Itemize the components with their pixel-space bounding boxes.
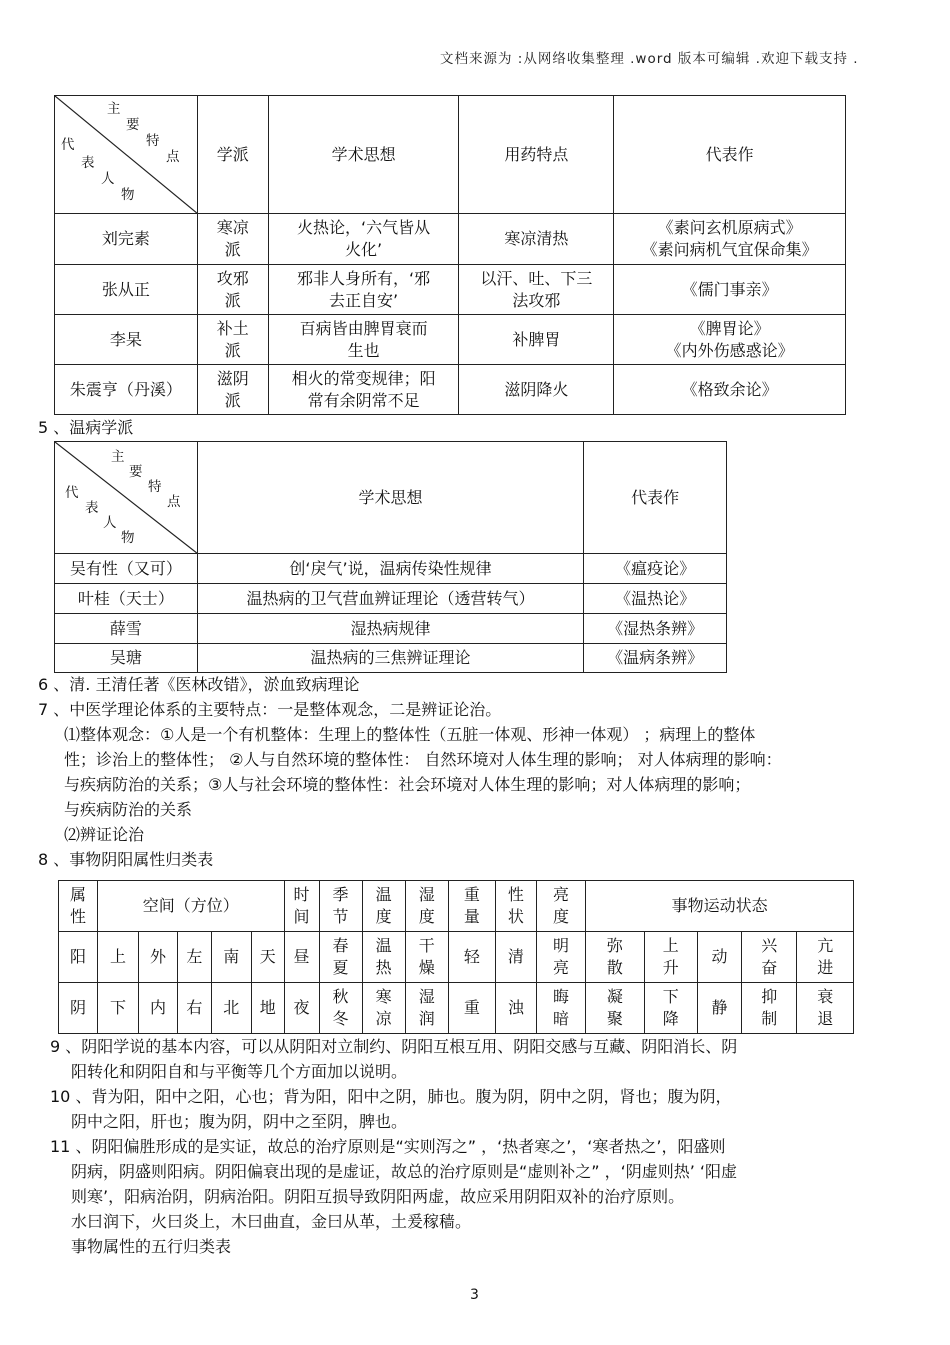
yin-cell: 衰 退 — [797, 983, 854, 1034]
table-header-row — [59, 881, 854, 932]
yin-cell: 抑 制 — [742, 983, 797, 1034]
table-row — [55, 614, 727, 644]
idea-cell: 湿热病规律 — [197, 614, 583, 644]
section-7-text: ⑵辨证论治 — [64, 825, 145, 844]
yang-cell: 上 — [97, 932, 138, 983]
col-header: 空间（方位） — [97, 881, 284, 932]
section-7-text: ⑴整体观念：①人是一个有机整体：生理上的整体性（五脏一体观、形神一体观） ；病理上的整体 — [64, 725, 756, 744]
section-10: 阴中之阳，肝也；腹为阴，阴中之至阴，脾也。 — [71, 1112, 408, 1131]
drug-cell: 寒凉清热 — [459, 214, 614, 265]
yang-cell: 亢 进 — [797, 932, 854, 983]
table-row — [55, 315, 846, 365]
yang-cell: 春 夏 — [319, 932, 362, 983]
col-header: 代表作 — [614, 96, 846, 214]
yang-cell: 轻 — [448, 932, 495, 983]
section-7-text: 与疾病防治的关系 — [64, 800, 193, 819]
yang-cell: 兴 奋 — [742, 932, 797, 983]
diag-label: 点 — [166, 149, 180, 165]
yang-cell: 清 — [495, 932, 536, 983]
page-number: 3 — [470, 1287, 479, 1303]
diag-label: 物 — [121, 187, 135, 203]
works-cell: 《脾胃论》 《内外伤感惑论》 — [614, 315, 846, 365]
person-cell: 吴瑭 — [55, 644, 198, 673]
person-cell: 叶桂（天士） — [55, 584, 198, 614]
works-cell: 《瘟疫论》 — [584, 554, 727, 584]
yin-cell: 湿 润 — [405, 983, 448, 1034]
yin-row — [59, 983, 854, 1034]
school-cell: 寒凉 派 — [197, 214, 268, 265]
yang-cell: 外 — [139, 932, 178, 983]
col-header: 温 度 — [362, 881, 405, 932]
yang-cell: 明 亮 — [536, 932, 585, 983]
yang-cell: 上 升 — [644, 932, 697, 983]
person-cell: 李杲 — [55, 315, 198, 365]
table-row — [55, 265, 846, 315]
yin-cell: 浊 — [495, 983, 536, 1034]
yin-cell: 内 — [139, 983, 178, 1034]
table-row — [55, 365, 846, 415]
person-cell: 薛雪 — [55, 614, 198, 644]
diag-label: 要 — [126, 117, 140, 133]
yin-cell: 下 — [97, 983, 138, 1034]
yang-cell: 阳 — [59, 932, 98, 983]
col-header: 学派 — [197, 96, 268, 214]
five-elements-heading: 事物属性的五行归类表 — [71, 1237, 232, 1256]
yang-cell: 南 — [211, 932, 251, 983]
yin-cell: 秋 冬 — [319, 983, 362, 1034]
five-elements-text: 水曰润下，火曰炎上，木曰曲直，金曰从革，土爰稼穑。 — [71, 1212, 472, 1231]
section-6: 6 、清. 王清任著《医林改错》，淤血致病理论 — [38, 675, 360, 694]
drug-cell: 补脾胃 — [459, 315, 614, 365]
section-11: 则寒’，阳病治阴，阴病治阳。阴阳互损导致阴阳两虚，故应采用阴阳双补的治疗原则。 — [71, 1187, 685, 1206]
diag-label: 特 — [148, 479, 162, 495]
yin-cell: 右 — [177, 983, 211, 1034]
section-9: 9 、阴阳学说的基本内容，可以从阴阳对立制约、阴阳互根互用、阴阳交感与互藏、阴阳消长、阴 — [50, 1037, 738, 1056]
diagonal-header-cell — [55, 96, 198, 214]
yin-cell: 北 — [211, 983, 251, 1034]
idea-cell: 温热病的三焦辨证理论 — [197, 644, 583, 673]
yin-cell: 下 降 — [644, 983, 697, 1034]
yin-cell: 凝 聚 — [586, 983, 644, 1034]
idea-cell: 创‘戾气’说，温病传染性规律 — [197, 554, 583, 584]
works-cell: 《湿热条辨》 — [584, 614, 727, 644]
works-cell: 《温热论》 — [584, 584, 727, 614]
section-9: 阳转化和阴阳自和与平衡等几个方面加以说明。 — [71, 1062, 408, 1081]
diag-label: 要 — [129, 464, 143, 480]
idea-cell: 火热论，‘六气皆从 火化’ — [268, 214, 459, 265]
diag-label: 点 — [167, 494, 181, 510]
yang-cell: 弥 散 — [586, 932, 644, 983]
yang-row — [59, 932, 854, 983]
school-cell: 攻邪 派 — [197, 265, 268, 315]
yang-cell: 干 燥 — [405, 932, 448, 983]
col-header: 代表作 — [584, 442, 727, 554]
school-table — [54, 95, 846, 415]
yinyang-table — [58, 880, 854, 1034]
col-header: 事物运动状态 — [586, 881, 854, 932]
person-cell: 朱震亨（丹溪） — [55, 365, 198, 415]
idea-cell: 邪非人身所有，‘邪 去正自安’ — [268, 265, 459, 315]
diag-label: 特 — [146, 133, 160, 149]
col-header: 亮 度 — [536, 881, 585, 932]
table-row — [55, 214, 846, 265]
diag-label: 表 — [81, 155, 95, 171]
yin-cell: 静 — [697, 983, 741, 1034]
col-header: 湿 度 — [405, 881, 448, 932]
table-row — [55, 584, 727, 614]
section-7-text: 性；诊治上的整体性； ②人与自然环境的整体性： 自然环境对人体生理的影响； 对人体病理的影响： — [64, 750, 782, 769]
idea-cell: 温热病的卫气营血辨证理论（透营转气） — [197, 584, 583, 614]
yang-cell: 动 — [697, 932, 741, 983]
yin-cell: 晦 暗 — [536, 983, 585, 1034]
yang-cell: 左 — [177, 932, 211, 983]
diagonal-header-cell — [55, 442, 198, 554]
col-header: 性 状 — [495, 881, 536, 932]
yin-cell: 夜 — [284, 983, 319, 1034]
col-header: 季 节 — [319, 881, 362, 932]
yin-cell: 阴 — [59, 983, 98, 1034]
person-cell: 刘完素 — [55, 214, 198, 265]
yang-cell: 昼 — [284, 932, 319, 983]
yin-cell: 地 — [251, 983, 284, 1034]
drug-cell: 以汗、吐、下三 法攻邪 — [459, 265, 614, 315]
drug-cell: 滋阴降火 — [459, 365, 614, 415]
school-cell: 滋阴 派 — [197, 365, 268, 415]
section-5-heading: 5 、温病学派 — [38, 418, 134, 437]
col-header: 时 间 — [284, 881, 319, 932]
yin-cell: 寒 凉 — [362, 983, 405, 1034]
col-header: 学术思想 — [268, 96, 459, 214]
table-row — [55, 554, 727, 584]
school-cell: 补土 派 — [197, 315, 268, 365]
col-header: 重 量 — [448, 881, 495, 932]
diag-label: 物 — [121, 530, 135, 546]
col-header: 用药特点 — [459, 96, 614, 214]
idea-cell: 百病皆由脾胃衰而 生也 — [268, 315, 459, 365]
wenbing-table — [54, 441, 727, 673]
col-header: 学术思想 — [197, 442, 583, 554]
diag-label: 代 — [61, 137, 75, 153]
person-cell: 张从正 — [55, 265, 198, 315]
diag-label: 人 — [101, 171, 115, 187]
section-8: 8 、事物阴阳属性归类表 — [38, 850, 214, 869]
diag-label: 主 — [107, 101, 121, 117]
section-10: 10 、背为阳，阳中之阳，心也；背为阳，阳中之阴，肺也。腹为阴，阴中之阴，肾也；腹为阴， — [50, 1087, 732, 1106]
works-cell: 《素问玄机原病式》 《素问病机气宜保命集》 — [614, 214, 846, 265]
person-cell: 吴有性（又可） — [55, 554, 198, 584]
idea-cell: 相火的常变规律；阳 常有余阴常不足 — [268, 365, 459, 415]
diag-label: 代 — [65, 485, 79, 501]
section-7: 7 、中医学理论体系的主要特点：一是整体观念，二是辨证论治。 — [38, 700, 502, 719]
page-header: 文档来源为 :从网络收集整理 .word 版本可编辑 .欢迎下载支持 . — [440, 51, 859, 67]
works-cell: 《格致余论》 — [614, 365, 846, 415]
section-11: 11 、阴阳偏胜形成的是实证，故总的治疗原则是“实则泻之” ，‘热者寒之’，‘寒者热之’，阳盛则 — [50, 1137, 726, 1156]
diag-label: 主 — [111, 449, 125, 465]
works-cell: 《儒门事亲》 — [614, 265, 846, 315]
yang-cell: 天 — [251, 932, 284, 983]
table-row — [55, 644, 727, 673]
yang-cell: 温 热 — [362, 932, 405, 983]
section-11: 阴病，阴盛则阳病。阴阳偏衰出现的是虚证，故总的治疗原则是“虚则补之” ，‘阴虚则热’ ‘阳虚 — [71, 1162, 738, 1181]
diag-label: 表 — [85, 500, 99, 516]
works-cell: 《温病条辨》 — [584, 644, 727, 673]
col-header: 属 性 — [59, 881, 98, 932]
diag-label: 人 — [103, 515, 117, 531]
section-7-text: 与疾病防治的关系；③人与社会环境的整体性：社会环境对人体生理的影响；对人体病理的影响； — [64, 775, 751, 794]
yin-cell: 重 — [448, 983, 495, 1034]
